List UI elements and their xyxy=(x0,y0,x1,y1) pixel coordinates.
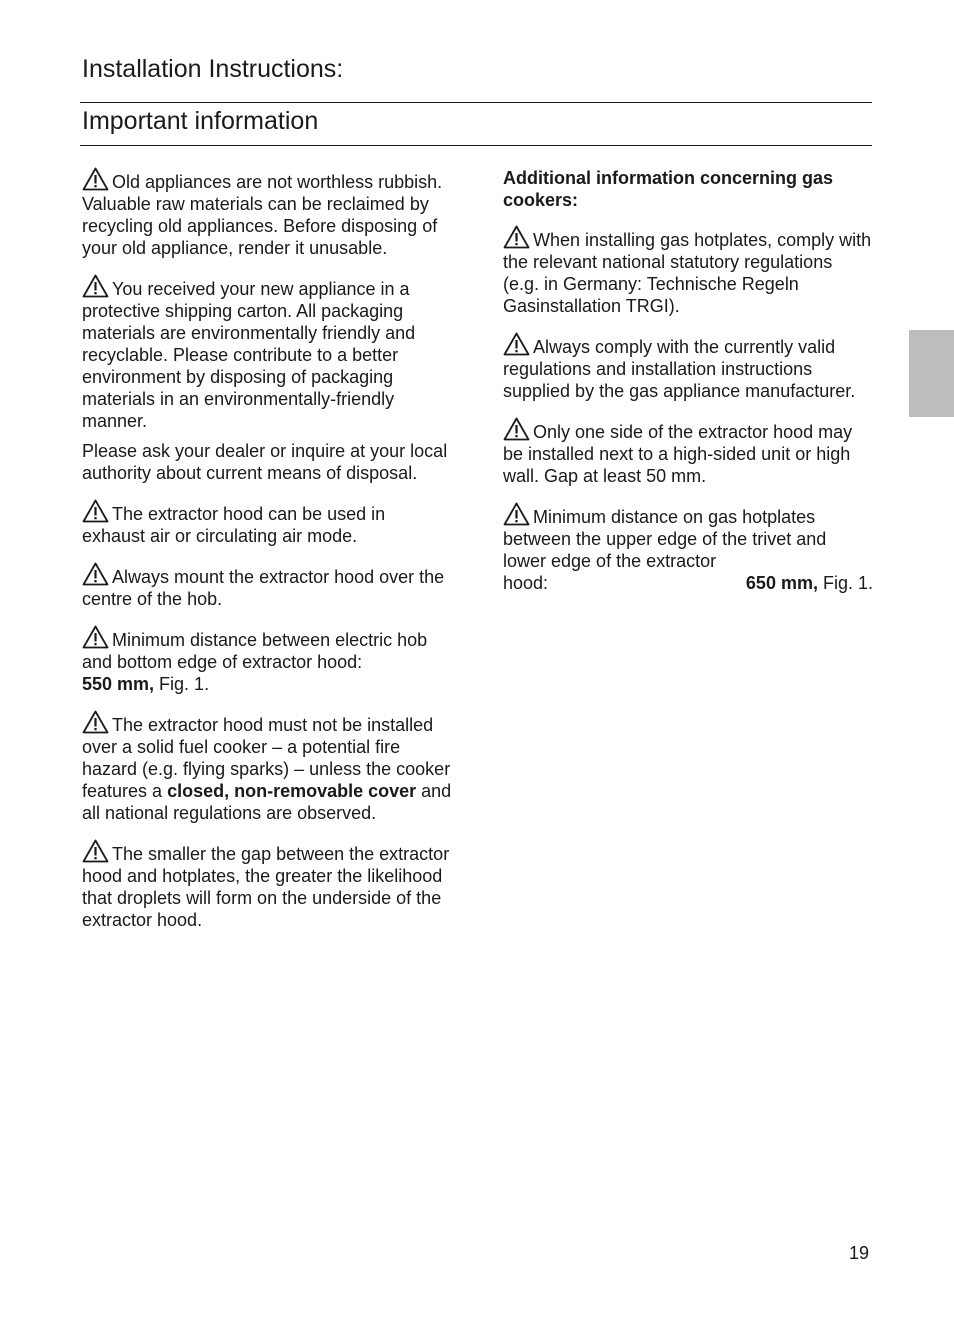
paragraph-mount-centre xyxy=(82,562,452,610)
warning-triangle-icon xyxy=(82,167,109,191)
figure-reference: Fig. 1. xyxy=(154,674,210,694)
warning-triangle-icon xyxy=(82,625,109,649)
distance-value: 650 mm, xyxy=(745,573,818,593)
paragraph-text: Minimum distance between electric hob and bottom edge of extractor hood: xyxy=(82,630,428,672)
paragraph-electric-distance xyxy=(82,625,452,695)
warning-triangle-icon xyxy=(82,710,109,734)
warning-triangle-icon xyxy=(82,274,109,298)
paragraph-gas-distance xyxy=(503,502,873,594)
paragraph-manufacturer-instructions xyxy=(503,332,873,402)
figure-reference: Fig. 1. xyxy=(817,573,873,593)
paragraph-text: When installing gas hotplates, comply with the relevant national statutory regulations (e.g. in Germany: Technische Regeln Gasinstallation TRGI). xyxy=(503,230,872,316)
left-column xyxy=(82,167,452,946)
gas-cookers-subheading: Additional information concerning gas cookers: xyxy=(503,168,834,210)
warning-triangle-icon xyxy=(82,562,109,586)
right-column xyxy=(503,167,873,609)
paragraph-text: Minimum distance on gas hotplates between the upper edge of the trivet and lower edge of the extractor xyxy=(503,507,827,571)
paragraph-text: The extractor hood must not be installed over a solid fuel cooker – a potential fire hazard (e.g. flying sparks) – unless the cooker features a xyxy=(82,715,451,801)
paragraph-high-wall xyxy=(503,417,873,487)
emphasis-text: closed, non-removable cover xyxy=(167,781,417,801)
paragraph-text: The smaller the gap between the extractor hood and hotplates, the greater the likelihood that droplets will form on the underside of the extractor hood. xyxy=(82,844,450,930)
paragraph-text: Old appliances are not worthless rubbish. Valuable raw materials can be reclaimed by recycling old appliances. Before disposing of your old appliance, render it unusable. xyxy=(82,172,443,258)
section-title: Important information xyxy=(82,107,319,135)
paragraph-packaging xyxy=(82,274,452,432)
warning-triangle-icon xyxy=(82,839,109,863)
paragraph-text: Always mount the extractor hood over the centre of the hob. xyxy=(82,567,445,609)
paragraph-disposal xyxy=(82,440,452,484)
distance-label: hood: xyxy=(503,573,549,593)
header-divider xyxy=(80,102,872,103)
warning-triangle-icon xyxy=(503,225,530,249)
paragraph-gas-regulations xyxy=(503,225,873,317)
distance-line xyxy=(503,572,873,594)
distance-spec xyxy=(746,572,873,594)
chapter-tab-marker xyxy=(909,330,954,417)
paragraph-recycling xyxy=(82,167,452,259)
paragraph-text: and all national regulations are observed. xyxy=(82,781,452,823)
paragraph-text: Always comply with the currently valid regulations and installation instructions supplied by the gas appliance manufacturer. xyxy=(503,337,856,401)
paragraph-text: Only one side of the extractor hood may be installed next to a high-sided unit or high wall. Gap at least 50 mm. xyxy=(503,422,853,486)
warning-triangle-icon xyxy=(82,499,109,523)
section-divider xyxy=(80,145,872,146)
warning-triangle-icon xyxy=(503,502,530,526)
distance-value: 550 mm, xyxy=(82,674,155,694)
warning-triangle-icon xyxy=(503,417,530,441)
paragraph-text: The extractor hood can be used in exhaust air or circulating air mode. xyxy=(82,504,386,546)
paragraph-text: Please ask your dealer or inquire at your local authority about current means of disposal. xyxy=(82,441,448,483)
page-number: 19 xyxy=(849,1243,870,1263)
page-header-title: Installation Instructions: xyxy=(82,55,344,83)
paragraph-droplets xyxy=(82,839,452,931)
warning-triangle-icon xyxy=(503,332,530,356)
paragraph-solid-fuel xyxy=(82,710,452,824)
paragraph-air-mode xyxy=(82,499,452,547)
paragraph-text: You received your new appliance in a protective shipping carton. All packaging materials are environmentally friendly and recyclable. Please contribute to a better environment by disposing of packaging materials in an environmentally-friendly manner. xyxy=(82,279,416,431)
